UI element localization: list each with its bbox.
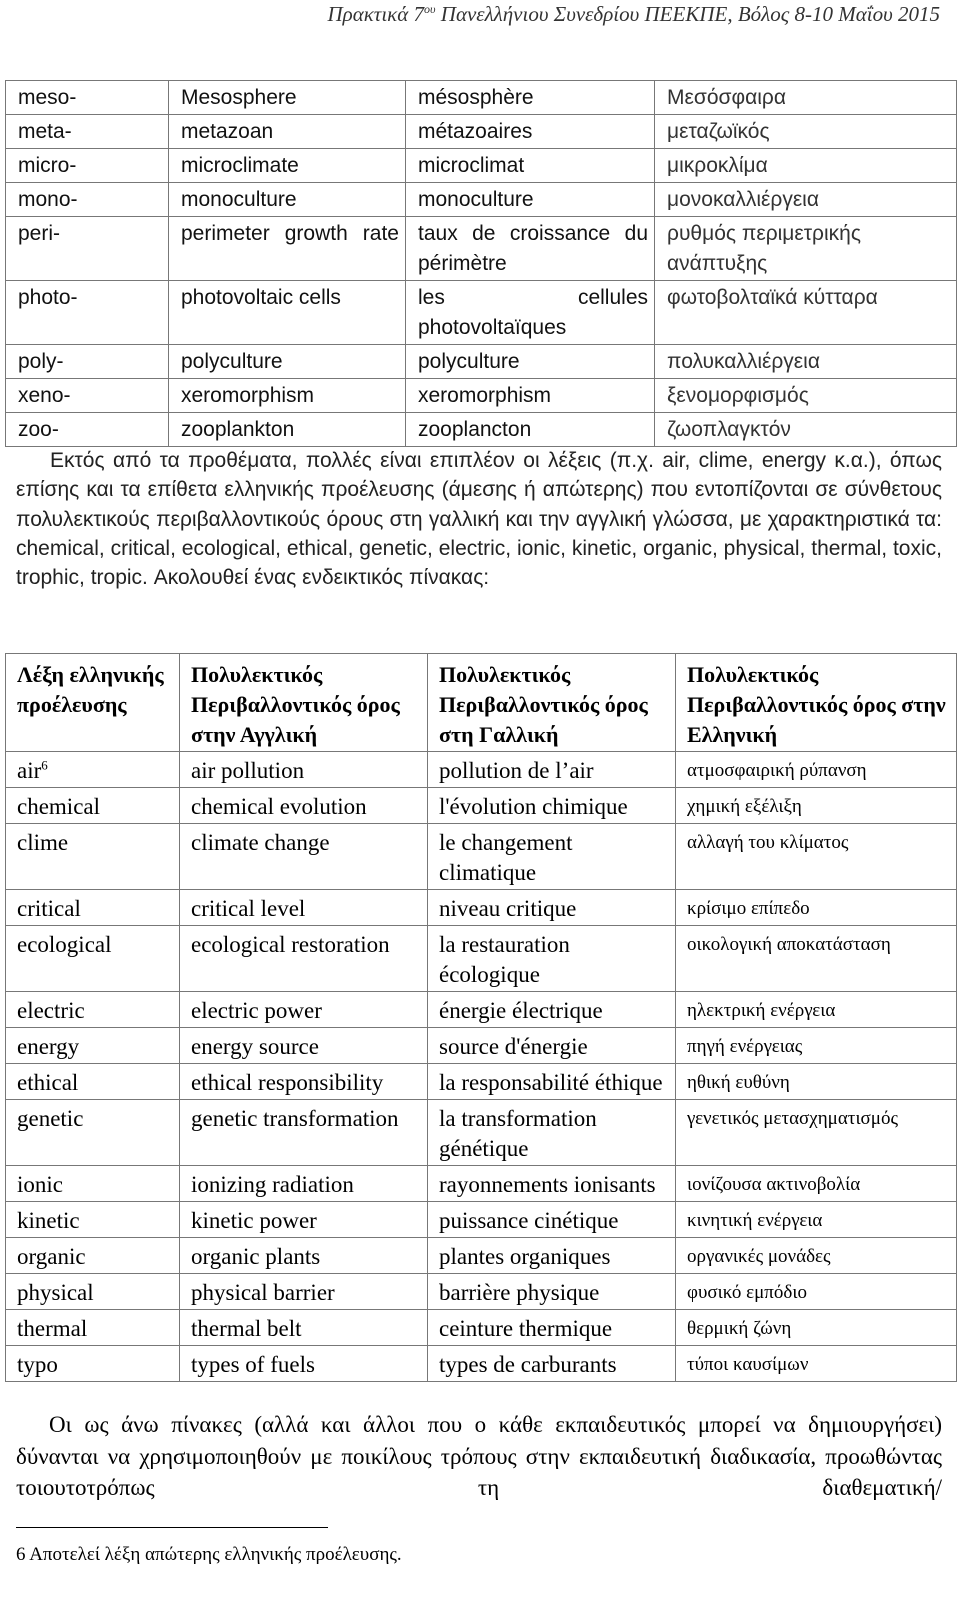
table-cell: thermal belt [180, 1310, 428, 1346]
table-cell: kinetic [6, 1202, 180, 1238]
table-cell: μονοκαλλιέργεια [655, 183, 957, 217]
table-cell: taux de croissance du périmètre [406, 217, 655, 281]
table-cell: physical barrier [180, 1274, 428, 1310]
table-cell: ρυθμός περιμετρικής ανάπτυξης [655, 217, 957, 281]
table-cell: ζωοπλαγκτόν [655, 413, 957, 447]
table-cell: types de carburants [428, 1346, 676, 1382]
table-cell: xeno- [6, 379, 169, 413]
table-cell: electric power [180, 992, 428, 1028]
table-row [6, 345, 957, 379]
table-row [6, 752, 957, 788]
table-cell: photovoltaic cells [169, 281, 406, 345]
table-cell: μεταζωϊκός [655, 115, 957, 149]
table-cell: φωτοβολταϊκά κύτταρα [655, 281, 957, 345]
table-row [6, 992, 957, 1028]
table-cell: air pollution [180, 752, 428, 788]
table-cell: genetic transformation [180, 1100, 428, 1166]
table-cell: microclimate [169, 149, 406, 183]
table-row [6, 1346, 957, 1382]
table-cell: ethical [6, 1064, 180, 1100]
table-row [6, 1310, 957, 1346]
table-row [6, 115, 957, 149]
table-row [6, 1238, 957, 1274]
table-cell: οργανικές μονάδες [676, 1238, 957, 1274]
table-cell: la responsabilité éthique [428, 1064, 676, 1100]
table-cell: Μεσόσφαιρα [655, 81, 957, 115]
table-row [6, 1166, 957, 1202]
table-cell: physical [6, 1274, 180, 1310]
header-cell-greek-word: Λέξη ελληνικής προέλευσης [6, 654, 180, 752]
table-row [6, 1064, 957, 1100]
table-cell: πηγή ενέργειας [676, 1028, 957, 1064]
table-row [6, 1274, 957, 1310]
table-cell [6, 752, 180, 788]
table-row [6, 1202, 957, 1238]
table-cell: critical level [180, 890, 428, 926]
table-cell: ατμοσφαιρική ρύπανση [676, 752, 957, 788]
table-cell: χημική εξέλιξη [676, 788, 957, 824]
table-cell: monoculture [406, 183, 655, 217]
table-cell: κινητική ενέργεια [676, 1202, 957, 1238]
intro-paragraph: Εκτός από τα προθέματα, πολλές είναι επιπλέον οι λέξεις (π.χ. air, clime, energy κ.α.), όπως επίσης και τα επίθετα ελληνικής προέλευσης (άμεσης ή απώτερης) που εντοπίζονται σε σύνθετους πολυλεκτικούς περιβαλλοντικούς όρους στη γαλλική και την αγγλική γλώσσα, με χαρακτηριστικά τα: chemical, critical, ecological, ethical, genetic, electric, ionic, kinetic, organic, physical, thermal, toxic, trophic, tropic. Ακολουθεί ένας ενδεικτικός πίνακας: [16, 449, 942, 590]
table-row [6, 281, 957, 345]
table-cell: poly- [6, 345, 169, 379]
page-header [0, 2, 940, 27]
table-cell: xeromorphism [406, 379, 655, 413]
table-cell: mono- [6, 183, 169, 217]
table-cell: clime [6, 824, 180, 890]
table-cell: rayonnements ionisants [428, 1166, 676, 1202]
table-row [6, 81, 957, 115]
table-cell: τύποι καυσίμων [676, 1346, 957, 1382]
table-cell: meta- [6, 115, 169, 149]
table-cell: πολυκαλλιέργεια [655, 345, 957, 379]
table-cell: θερμική ζώνη [676, 1310, 957, 1346]
table-row [6, 183, 957, 217]
table-cell: electric [6, 992, 180, 1028]
table-cell: ηθική ευθύνη [676, 1064, 957, 1100]
header-prefix: Πρακτικά 7 [327, 2, 425, 26]
table-cell: ecological [6, 926, 180, 992]
table-cell: ecological restoration [180, 926, 428, 992]
table-row [6, 788, 957, 824]
table-cell: thermal [6, 1310, 180, 1346]
footnote-marker: 6 [41, 757, 48, 773]
header-cell-greek: Πολυλεκτικός Περιβαλλοντικός όρος στην Ελληνική [676, 654, 957, 752]
table-cell: ionic [6, 1166, 180, 1202]
table-cell: ιονίζουσα ακτινοβολία [676, 1166, 957, 1202]
table-cell: photo- [6, 281, 169, 345]
table-cell: xeromorphism [169, 379, 406, 413]
table-cell: critical [6, 890, 180, 926]
table-cell: climate change [180, 824, 428, 890]
header-cell-english: Πολυλεκτικός Περιβαλλοντικός όρος στην Αγγλική [180, 654, 428, 752]
table-cell: chemical [6, 788, 180, 824]
table-row [6, 1028, 957, 1064]
table-cell: ceinture thermique [428, 1310, 676, 1346]
prefix-terms-table [5, 80, 957, 447]
table-cell: typo [6, 1346, 180, 1382]
header-cell-french: Πολυλεκτικός Περιβαλλοντικός όρος στη Γαλλική [428, 654, 676, 752]
table-cell: chemical evolution [180, 788, 428, 824]
table-row [6, 824, 957, 890]
table-row [6, 1100, 957, 1166]
table-cell: polyculture [169, 345, 406, 379]
table-cell: meso- [6, 81, 169, 115]
table-cell: les cellules photovoltaïques [406, 281, 655, 345]
table-cell: genetic [6, 1100, 180, 1166]
footnote: 6 Αποτελεί λέξη απώτερης ελληνικής προέλευσης. [16, 1544, 402, 1565]
table-cell: types of fuels [180, 1346, 428, 1382]
table-cell: métazoaires [406, 115, 655, 149]
table-cell: la restauration écologique [428, 926, 676, 992]
table-cell: énergie électrique [428, 992, 676, 1028]
table-cell: barrière physique [428, 1274, 676, 1310]
table-cell: organic [6, 1238, 180, 1274]
table-cell: polyculture [406, 345, 655, 379]
table-cell: energy [6, 1028, 180, 1064]
table-cell: peri- [6, 217, 169, 281]
table-row [6, 890, 957, 926]
table-cell: ηλεκτρική ενέργεια [676, 992, 957, 1028]
table-cell: microclimat [406, 149, 655, 183]
table-row [6, 149, 957, 183]
table-cell: οικολογική αποκατάσταση [676, 926, 957, 992]
table-cell: la transformation génétique [428, 1100, 676, 1166]
table-cell: le changement climatique [428, 824, 676, 890]
table-row [6, 379, 957, 413]
table-cell: source d'énergie [428, 1028, 676, 1064]
table-cell: monoculture [169, 183, 406, 217]
table-cell: αλλαγή του κλίματος [676, 824, 957, 890]
table-cell: zooplancton [406, 413, 655, 447]
table-cell: mésosphère [406, 81, 655, 115]
table-cell: micro- [6, 149, 169, 183]
cell-text: air [17, 758, 42, 783]
table-cell: metazoan [169, 115, 406, 149]
table-cell: l'évolution chimique [428, 788, 676, 824]
footnote-separator [16, 1527, 328, 1528]
table-cell: ethical responsibility [180, 1064, 428, 1100]
table-cell: Mesosphere [169, 81, 406, 115]
table-cell: perimeter growth rate [169, 217, 406, 281]
table-cell: ionizing radiation [180, 1166, 428, 1202]
closing-paragraph: Οι ως άνω πίνακες (αλλά και άλλοι που ο κάθε εκπαιδευτικός μπορεί να δημιουργήσει) δύνανται να χρησιμοποιηθούν με ποικίλους τρόπους στην εκπαιδευτική διαδικασία, προωθώντας τοιουτοτρόπως τη διαθεματική/ [16, 1412, 942, 1500]
table-cell: plantes organiques [428, 1238, 676, 1274]
greek-origin-terms-table [5, 653, 957, 1382]
header-superscript: ου [424, 2, 436, 16]
table-cell: κρίσιμο επίπεδο [676, 890, 957, 926]
table-cell: γενετικός μετασχηματισμός [676, 1100, 957, 1166]
table-cell: puissance cinétique [428, 1202, 676, 1238]
table-header-row [6, 654, 957, 752]
table-cell: φυσικό εμπόδιο [676, 1274, 957, 1310]
table-row [6, 413, 957, 447]
table-cell: organic plants [180, 1238, 428, 1274]
table-cell: μικροκλίμα [655, 149, 957, 183]
table-cell: niveau critique [428, 890, 676, 926]
table-row [6, 217, 957, 281]
table-row [6, 926, 957, 992]
table-cell: ξενομορφισμός [655, 379, 957, 413]
table-cell: kinetic power [180, 1202, 428, 1238]
table-cell: pollution de l’air [428, 752, 676, 788]
header-suffix: Πανελλήνιου Συνεδρίου ΠΕΕΚΠΕ, Βόλος 8-10 Μαΐου 2015 [435, 2, 940, 26]
table-cell: energy source [180, 1028, 428, 1064]
table-cell: zoo- [6, 413, 169, 447]
table-cell: zooplankton [169, 413, 406, 447]
